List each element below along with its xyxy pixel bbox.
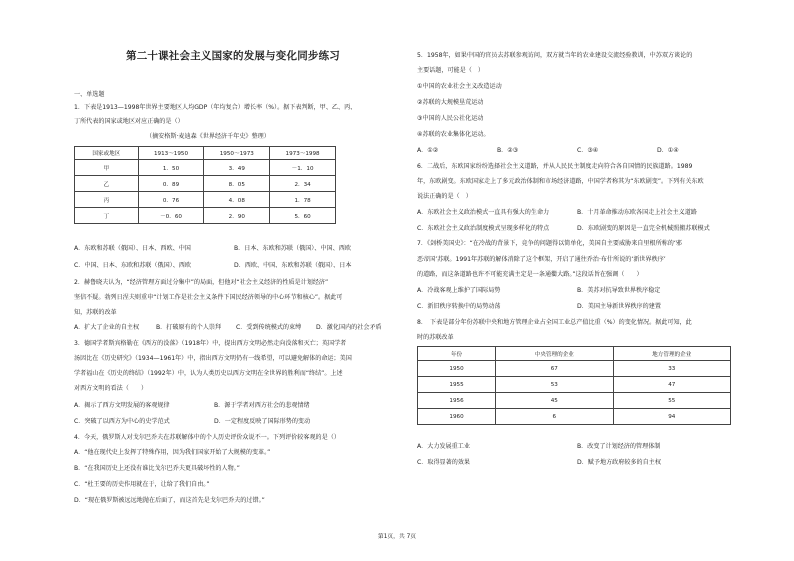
q6-option-c: C．东欧社会主义政治制度模式呈现多样化的特点 (417, 225, 550, 232)
table-row (418, 377, 731, 393)
q5-item-1: ①中国的农业社会主义改造运动 (417, 83, 502, 90)
q4-option-a: A．“他在现代史上发挥了特殊作用，因为我们国家开始了大规模的变革。” (74, 449, 271, 456)
q4-option-d: D．“现在俄罗斯被远远地抛在后面了，而这首先是戈尔巴乔夫的过错。” (74, 497, 265, 504)
q2-stem-line-3: 知，苏联的改革 (74, 309, 117, 316)
table-row (75, 176, 336, 192)
table-cell: 55 (613, 393, 730, 409)
q2-option-d: D．激化国内的社会矛盾 (316, 324, 382, 331)
q7-stem-line-1: 7．《剑桥美国史》：“在冷战的背景下，竞争的问题得以简单化，美国自主要威胁来自里根所称的‘邪 (417, 240, 682, 247)
table-header-row (75, 147, 336, 160)
q8-stem-line-1: 8． 下表是部分年份苏联中央和地方管理企业占全国工业总产值比重（%）的变化情况。据此可知，此 (417, 319, 692, 326)
table-cell: 1950 (418, 361, 496, 377)
table-cell: 2．90 (204, 208, 270, 224)
q1-stem-line-2: 丁所代表的国家或地区对应正确的是（） (74, 118, 184, 125)
table-row (75, 192, 336, 208)
q1-option-b: B．日本、东欧和苏联（俄国）、中国、西欧 (234, 245, 351, 252)
q5-option-d: D．①④ (657, 147, 679, 154)
table-cell: 67 (496, 361, 613, 377)
q8-option-d: D．赋予地方政府较多的自主权 (577, 459, 661, 466)
q2-stem-line-1: 2．赫鲁晓夫认为，“经济管理方面过分集中”的局面，但他对“社会主义经济的性质是计划经济” (74, 279, 329, 286)
table-cell: 8．05 (204, 176, 270, 192)
table-row (418, 393, 731, 409)
q3-stem-line-1: 3．德国学者斯宾格勒在《西方的没落》（1918年）中，提出西方文明必然走向没落和灭亡；英国学者 (74, 340, 347, 347)
table-cell: 0．76 (138, 192, 204, 208)
q6-option-b: B．十月革命推动东欧各国走上社会主义道路 (577, 209, 697, 216)
table-cell: －0．60 (138, 208, 204, 224)
q3-option-b: B．源于学者对西方社会的悲观情绪 (214, 402, 310, 409)
document-title: 第二十课社会主义国家的发展与变化同步练习 (126, 50, 340, 62)
table-cell: 1955 (418, 377, 496, 393)
q7-stem-line-3: 的道路，而这条道路也许不可能充满主定是一条通衢大路。”这段话旨在强调（ ） (417, 271, 643, 278)
table-cell: 1．50 (138, 160, 204, 176)
q4-option-c: C．“杜王要的历史作用就在于，让给了我们自由。” (74, 481, 210, 488)
q8-option-c: C．取得显著的效果 (417, 459, 471, 466)
table-cell: 甲 (75, 160, 139, 176)
table-cell: 5．60 (270, 208, 336, 224)
table-cell: 6 (496, 409, 613, 425)
q8-option-b: B．改变了计划经济的管理体制 (577, 443, 661, 450)
q8-enterprise-table (417, 346, 731, 425)
q5-stem-line-2: 主要话题，可能是（ ） (417, 67, 485, 74)
table-header-row (418, 347, 731, 361)
q5-option-c: C．③④ (577, 147, 599, 154)
table-cell: 丙 (75, 192, 139, 208)
q6-stem-line-2: 年，东欧剧变。东欧国家走上了多元政治体制和市场经济道路，中国学者称其为“东欧剧变”。下列有关东欧 (417, 178, 704, 185)
table-header-cell: 1973～1998 (270, 147, 336, 160)
q1-stem-line-1: 1．下表是1913—1998年世界主要地区人均GDP（年均复合）增长率（%）。据下表判断，甲、乙、丙、 (74, 104, 357, 111)
table-header-cell: 地方管理的企业 (613, 347, 730, 361)
q7-option-a: A．冷战客观上维护了国际局势 (417, 287, 501, 294)
q5-item-3: ③中国的人民公社化运动 (417, 115, 484, 122)
page-footer: 第1页，共 7页 (377, 534, 417, 540)
q1-option-a: A．东欧和苏联（俄国）、日本、西欧、中国 (74, 245, 191, 252)
table-cell: 53 (496, 377, 613, 393)
q2-option-c: C．受到传统模式的束缚 (236, 324, 302, 331)
table-header-cell: 1913～1950 (138, 147, 204, 160)
q7-stem-line-2: 恶帝国’苏联。1991年苏联的解体消除了这个框架，开启了通往乔治·布什所说的‘新世界秩序’ (417, 256, 666, 263)
q7-option-b: B．美苏对抗导致世界秩序稳定 (577, 287, 661, 294)
q3-stem-line-3: 学者福山在《历史的终结》（1992年）中，认为人类历史以西方文明在全世界的胜利而“终结”。上述 (74, 370, 343, 377)
table-cell: 4．08 (204, 192, 270, 208)
q4-stem: 4．今天，俄罗斯人对戈尔巴乔夫在苏联解体中的个人历史评价众说不一。下列评价较客观的是（） (74, 434, 340, 441)
q2-option-a: A．扩大了企业的自主权 (74, 324, 140, 331)
table-cell: 33 (613, 361, 730, 377)
table-row (418, 361, 731, 377)
section-heading: 一、单选题 (74, 91, 105, 98)
table-row (75, 208, 336, 224)
q8-stem-line-2: 时的苏联改革 (417, 334, 454, 341)
table-cell: 47 (613, 377, 730, 393)
table-header-cell: 年份 (418, 347, 496, 361)
table-cell: 45 (496, 393, 613, 409)
table-cell: 1．78 (270, 192, 336, 208)
table-header-cell: 1950～1973 (204, 147, 270, 160)
q6-stem-line-3: 说法正确的是（ ） (417, 193, 472, 200)
table-cell: 3．49 (204, 160, 270, 176)
table-cell: 94 (613, 409, 730, 425)
q3-stem-line-4: 对西方文明的看法（ ） (74, 385, 148, 392)
q6-option-d: D．东欧剧变的原因是一直完全机械照搬苏联模式 (577, 225, 710, 232)
q2-option-b: B．打破原有的个人崇拜 (156, 324, 222, 331)
q5-option-b: B．②③ (497, 147, 519, 154)
q3-option-a: A．揭示了西方文明发展的客观规律 (74, 402, 170, 409)
table-header-cell: 国家或地区 (75, 147, 139, 160)
q3-option-c: C．突破了以西方为中心的史学范式 (74, 418, 170, 425)
q1-table-caption: （摘安格斯·麦迪森《世界经济千年史》整理） (146, 133, 270, 140)
q5-item-2: ②苏联的大规模垦荒运动 (417, 99, 484, 106)
q1-option-d: D．西欧、中国、东欧和苏联（俄国）、日本 (234, 262, 352, 269)
q7-option-d: D．美国主导新世界秩序的建置 (577, 303, 661, 310)
table-row (418, 409, 731, 425)
table-cell: －1．10 (270, 160, 336, 176)
table-cell: 2．34 (270, 176, 336, 192)
q5-stem-line-1: 5．1958年，如果中国的官员去苏联参观访问，双方就当年的农业建设交流经验教训，中苏双方谈论的 (417, 52, 693, 59)
q6-option-a: A．东欧社会主义政治模式一直具有强大的生命力 (417, 209, 550, 216)
q4-option-b: B．“在我国历史上还没有谁比戈尔巴乔夫更具破坏性的人物。” (74, 465, 240, 472)
q8-option-a: A．大力发展重工业 (417, 443, 470, 450)
table-cell: 0．89 (138, 176, 204, 192)
q1-option-c: C．中国、日本、东欧和苏联（俄国）、西欧 (74, 262, 191, 269)
table-row (75, 160, 336, 176)
q7-option-c: C．新旧秩序转换中的局势动荡 (417, 303, 501, 310)
q2-stem-line-2: 坚信不疑。勃列日涅夫则重申“计划工作是社会主义条件下国民经济领导的中心环节和核心”。据此可 (74, 294, 343, 301)
q3-stem-line-2: 汤因比在《历史研究》（1934—1961年）中，指出西方文明仍有一线希望，可以避免解体的命运；美国 (74, 355, 352, 362)
table-cell: 1960 (418, 409, 496, 425)
q1-gdp-table (74, 146, 336, 224)
table-header-cell: 中央管理的企业 (496, 347, 613, 361)
q5-item-4: ④苏联的农业集体化运动。 (417, 131, 490, 138)
q3-option-d: D．一定程度反映了国际形势的变动 (214, 418, 311, 425)
table-cell: 丁 (75, 208, 139, 224)
table-cell: 乙 (75, 176, 139, 192)
q6-stem-line-1: 6．二战后，东欧国家纷纷选择社会主义道路，并从人民民主制度走向符合各自国情的民族道路。1989 (417, 163, 693, 170)
table-cell: 1956 (418, 393, 496, 409)
q5-option-a: A．①② (417, 147, 439, 154)
